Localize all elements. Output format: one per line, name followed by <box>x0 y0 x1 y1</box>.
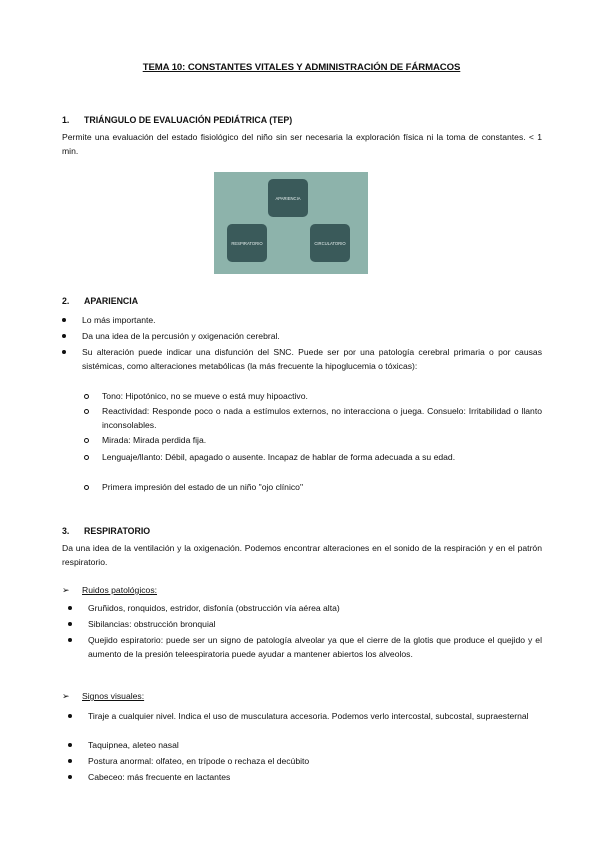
list-item <box>68 634 542 661</box>
circle-bullet-icon <box>84 438 89 443</box>
list-item <box>68 739 542 753</box>
section-number: 1. <box>62 115 70 125</box>
list-item <box>62 314 542 328</box>
sub-list-item <box>84 451 542 465</box>
list-item-text: Tiraje a cualquier nivel. Indica el uso de musculatura accesoria. Podemos verlo intercostal, subcostal, supraesternal <box>88 711 529 721</box>
list-item-text: Cabeceo: más frecuente en lactantes <box>88 772 231 782</box>
section-title: TRIÁNGULO DE EVALUACIÓN PEDIÁTRICA (TEP) <box>84 115 293 125</box>
subheading-signos <box>62 691 144 702</box>
sub-list-item <box>84 434 542 448</box>
list-item <box>68 602 542 616</box>
bullet-icon <box>68 638 72 642</box>
circle-bullet-icon <box>84 409 89 414</box>
subheading-label: Ruidos patológicos: <box>82 585 158 595</box>
bullet-icon <box>68 622 72 626</box>
section-number: 3. <box>62 526 70 536</box>
bullet-icon <box>62 334 66 338</box>
diagram-node-circulatorio: CIRCULATORIO <box>310 224 350 262</box>
list-item-text: Postura anormal: olfateo, en trípode o rechaza el decúbito <box>88 756 310 766</box>
subheading-label: Signos visuales: <box>82 691 145 701</box>
sub-list-item <box>84 390 542 404</box>
list-item-text: Sibilancias: obstrucción bronquial <box>88 619 216 629</box>
tep-triangle-diagram <box>214 172 368 274</box>
subheading-ruidos <box>62 585 157 596</box>
list-item <box>62 346 542 373</box>
list-item-text: Quejido espiratorio: puede ser un signo de patología alveolar ya que el cierre de la glotis que produce el quejido y el aumento de la presión teleespiratoria puede ayudar a mantener abiertos los alveolos. <box>88 635 542 659</box>
circle-bullet-icon <box>84 394 89 399</box>
arrow-bullet-icon: ➢ <box>62 691 70 701</box>
sub-list-item <box>84 405 542 432</box>
bullet-icon <box>68 743 72 747</box>
bullet-icon <box>68 775 72 779</box>
list-item <box>68 618 542 632</box>
bullet-icon <box>68 759 72 763</box>
list-item <box>68 710 542 724</box>
circle-bullet-icon <box>84 485 89 490</box>
bullet-icon <box>68 714 72 718</box>
section-number: 2. <box>62 296 70 306</box>
section-heading-apariencia <box>62 296 138 306</box>
bullet-icon <box>68 606 72 610</box>
list-item-text: Reactividad: Responde poco o nada a estímulos externos, no interacciona o juega. Consuelo: Irritabilidad o llanto inconsolables. <box>102 406 542 430</box>
list-item-text: Da una idea de la percusión y oxigenación cerebral. <box>82 331 280 341</box>
list-item-text: Primera impresión del estado de un niño "ojo clínico" <box>102 482 304 492</box>
page-title: TEMA 10: CONSTANTES VITALES Y ADMINISTRACIÓN DE FÁRMACOS <box>142 62 461 73</box>
section-heading-tep <box>62 115 292 125</box>
list-item <box>68 771 542 785</box>
diagram-node-apariencia: APARIENCIA <box>268 179 308 217</box>
paragraph-respiratorio-intro: Da una idea de la ventilación y la oxigenación. Podemos encontrar alteraciones en el sonido de la respiración y en el patrón respiratorio. <box>62 543 542 567</box>
list-item <box>68 755 542 769</box>
section-title: RESPIRATORIO <box>84 526 151 536</box>
list-item-text: Lo más importante. <box>82 315 156 325</box>
list-item-text: Mirada: Mirada perdida fija. <box>102 435 207 445</box>
list-item-text: Lenguaje/llanto: Débil, apagado o ausente. Incapaz de hablar de forma adecuada a su edad. <box>102 452 456 462</box>
circle-bullet-icon <box>84 455 89 460</box>
bullet-icon <box>62 350 66 354</box>
bullet-icon <box>62 318 66 322</box>
section-heading-respiratorio <box>62 526 150 536</box>
paragraph-tep-intro: Permite una evaluación del estado fisiológico del niño sin ser necesaria la exploración física ni la toma de constantes. < 1 min. <box>62 132 542 156</box>
diagram-node-respiratorio: RESPIRATORIO <box>227 224 267 262</box>
list-item-text: Taquipnea, aleteo nasal <box>88 740 179 750</box>
list-item <box>62 330 542 344</box>
arrow-bullet-icon: ➢ <box>62 585 70 595</box>
list-item-text: Tono: Hipotónico, no se mueve o está muy hipoactivo. <box>102 391 308 401</box>
sub-list-item <box>84 481 542 495</box>
section-title: APARIENCIA <box>84 296 139 306</box>
list-item-text: Su alteración puede indicar una disfunción del SNC. Puede ser por una patología cerebral primaria o por causas sistémicas, como alteraciones metabólicas (la más frecuente la hipoglucemia o tóxicas): <box>82 347 542 371</box>
list-item-text: Gruñidos, ronquidos, estridor, disfonía (obstrucción vía aérea alta) <box>88 603 340 613</box>
